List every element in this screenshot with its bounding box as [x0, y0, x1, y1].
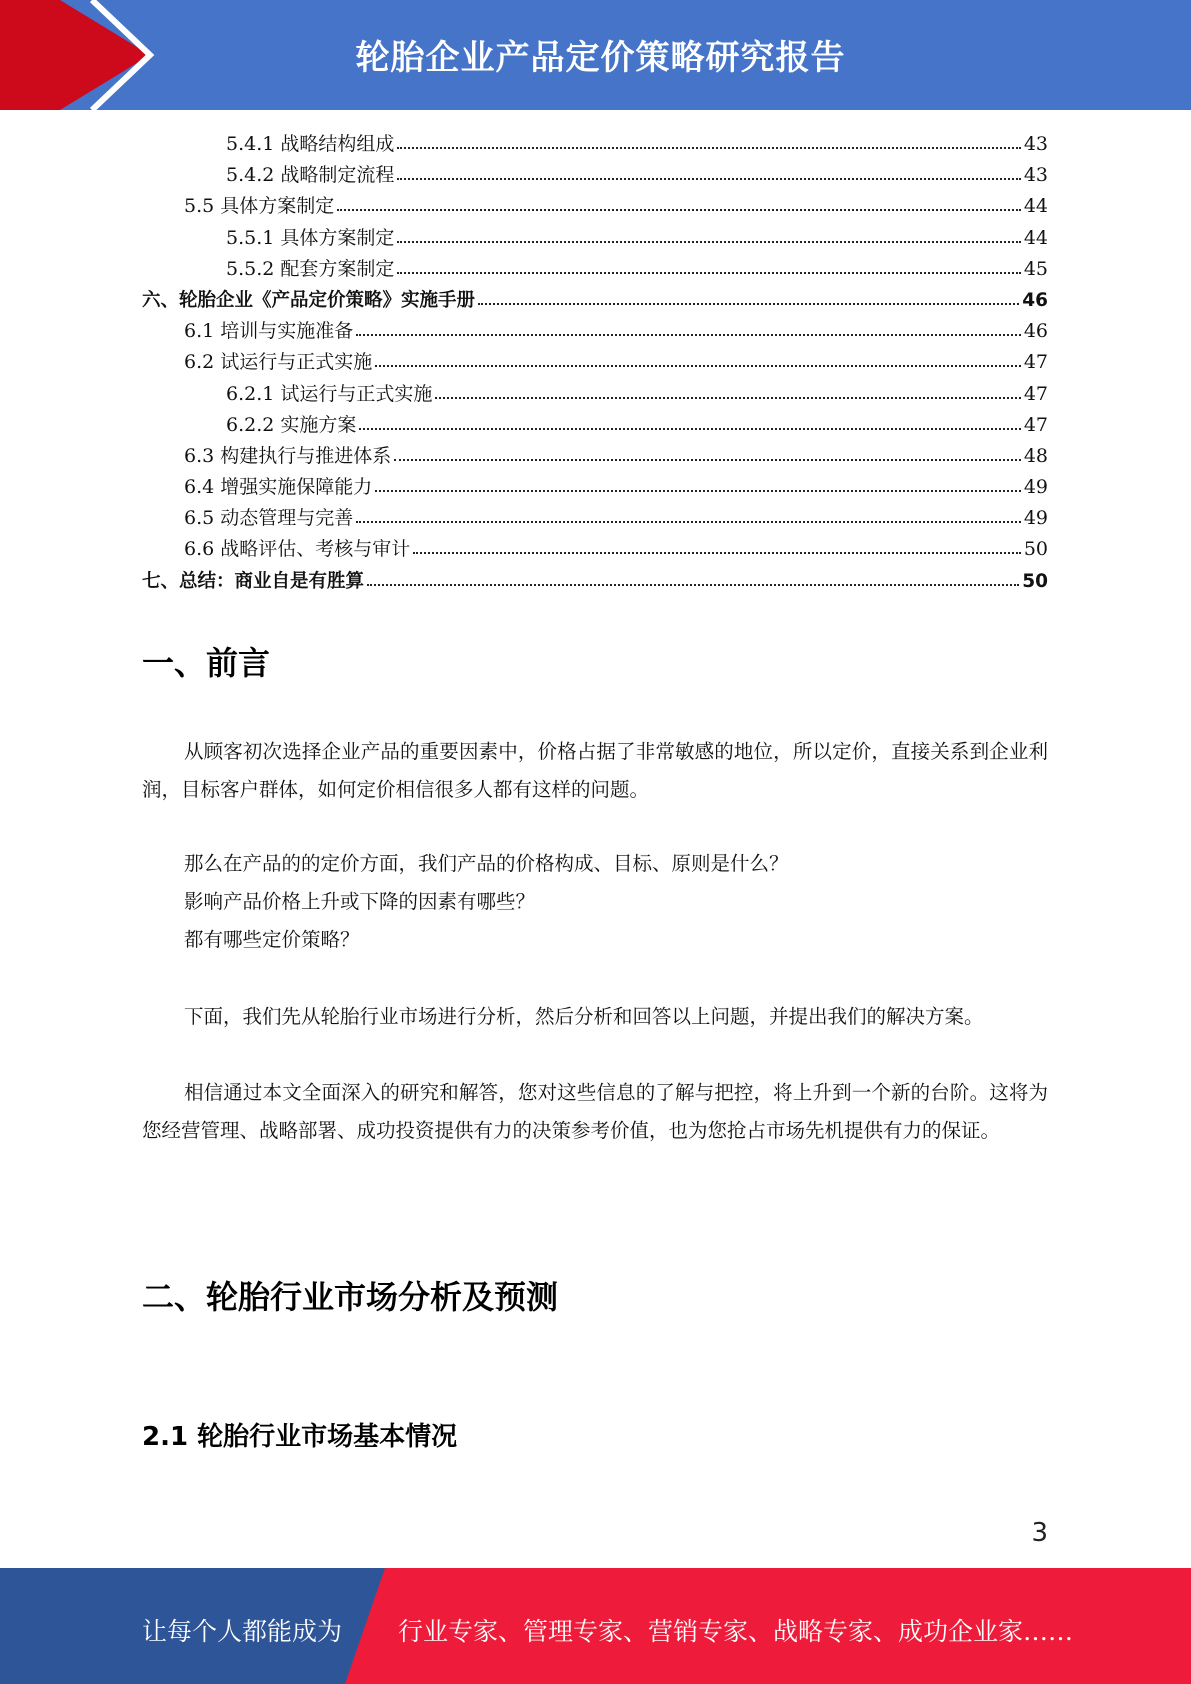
toc-entry-page: 44 — [1023, 226, 1048, 249]
toc-entry-page: 47 — [1023, 413, 1048, 436]
toc-leader-dots — [413, 546, 1021, 554]
toc-entry[interactable] — [142, 191, 1048, 222]
report-title: 轮胎企业产品定价策略研究报告 — [355, 38, 846, 78]
toc-leader-dots — [397, 266, 1020, 274]
toc-entry-label: 5.5 具体方案制定 — [184, 195, 335, 218]
toc-entry-page: 49 — [1023, 507, 1048, 530]
toc-entry-label: 七、总结：商业自是有胜算 — [142, 570, 365, 592]
toc-entry-label: 6.2.2 实施方案 — [226, 413, 357, 436]
toc-entry-page: 50 — [1022, 570, 1048, 592]
page-footer — [0, 1568, 1191, 1684]
toc-entry-label: 5.4.1 战略结构组成 — [226, 133, 395, 155]
toc-entry-page: 49 — [1023, 476, 1048, 499]
toc-entry-label: 6.1 培训与实施准备 — [184, 320, 354, 343]
toc-entry-page: 45 — [1023, 257, 1048, 280]
footer-slogan-right: 行业专家、管理专家、营销专家、战略专家、成功企业家…… — [398, 1617, 1074, 1646]
preface-question-3: 都有哪些定价策略？ — [184, 928, 360, 951]
toc-entry-page: 50 — [1023, 538, 1048, 561]
toc-entry-label: 六、轮胎企业《产品定价策略》实施手册 — [142, 289, 476, 311]
toc-entry[interactable] — [142, 410, 1048, 441]
toc-entry[interactable] — [142, 129, 1048, 160]
toc-entry-label: 6.6 战略评估、考核与审计 — [184, 538, 411, 561]
subsection-heading-2-1: 2.1 轮胎行业市场基本情况 — [142, 1422, 458, 1452]
toc-entry-page: 48 — [1023, 444, 1048, 467]
toc-entry[interactable] — [142, 316, 1048, 347]
toc-leader-dots — [397, 141, 1020, 149]
toc-entry[interactable] — [142, 503, 1048, 534]
preface-question-1: 那么在产品的的定价方面，我们产品的价格构成、目标、原则是什么？ — [184, 852, 789, 875]
toc-entry[interactable] — [142, 566, 1048, 597]
toc-entry-label: 6.4 增强实施保障能力 — [184, 476, 373, 499]
toc-leader-dots — [397, 172, 1020, 180]
toc-leader-dots — [397, 235, 1020, 243]
toc-entry[interactable] — [142, 223, 1048, 254]
toc-leader-dots — [478, 297, 1019, 305]
section-heading-preface: 一、前言 — [142, 644, 271, 682]
toc-entry-label: 5.4.2 战略制定流程 — [226, 164, 395, 187]
toc-entry-page: 46 — [1023, 320, 1048, 343]
toc-leader-dots — [359, 422, 1020, 430]
toc-entry-page: 47 — [1023, 382, 1048, 405]
toc-entry[interactable] — [142, 285, 1048, 316]
toc-entry-label: 6.2.1 试运行与正式实施 — [226, 382, 433, 405]
toc-entry[interactable] — [142, 472, 1048, 503]
toc-entry[interactable] — [142, 347, 1048, 378]
page-number: 3 — [1031, 1518, 1048, 1548]
preface-paragraph-3: 相信通过本文全面深入的研究和解答，您对这些信息的了解与把控，将上升到一个新的台阶。这将为您经营管理、战略部署、成功投资提供有力的决策参考价值，也为您抢占市场先机提供有力的保证。 — [142, 1081, 1048, 1142]
toc-leader-dots — [375, 359, 1021, 367]
toc-leader-dots — [435, 391, 1020, 399]
preface-paragraph-1: 从顾客初次选择企业产品的重要因素中，价格占据了非常敏感的地位，所以定价，直接关系到企业利润，目标客户群体，如何定价相信很多人都有这样的问题。 — [142, 740, 1048, 801]
toc-entry-label: 5.5.2 配套方案制定 — [226, 257, 395, 280]
table-of-contents — [142, 129, 1048, 597]
toc-leader-dots — [367, 578, 1019, 586]
toc-leader-dots — [356, 328, 1021, 336]
toc-leader-dots — [394, 453, 1021, 461]
toc-entry-label: 6.3 构建执行与推进体系 — [184, 444, 392, 467]
toc-entry[interactable] — [142, 534, 1048, 565]
toc-leader-dots — [375, 484, 1021, 492]
toc-entry-label: 6.2 试运行与正式实施 — [184, 351, 373, 374]
toc-entry-page: 43 — [1023, 164, 1048, 187]
toc-entry[interactable] — [142, 379, 1048, 410]
toc-entry-page: 46 — [1022, 289, 1048, 311]
toc-entry[interactable] — [142, 254, 1048, 285]
preface-question-2: 影响产品价格上升或下降的因素有哪些？ — [184, 890, 536, 913]
section-heading-market-analysis: 二、轮胎行业市场分析及预测 — [142, 1278, 559, 1316]
page-header — [0, 0, 1191, 110]
toc-leader-dots — [356, 515, 1021, 523]
toc-entry[interactable] — [142, 160, 1048, 191]
toc-entry-label: 6.5 动态管理与完善 — [184, 507, 354, 530]
toc-entry-page: 43 — [1023, 133, 1048, 155]
footer-slogan-left: 让每个人都能成为 — [142, 1617, 343, 1646]
toc-entry-label: 5.5.1 具体方案制定 — [226, 226, 395, 249]
toc-leader-dots — [337, 203, 1021, 211]
toc-entry[interactable] — [142, 441, 1048, 472]
toc-entry-page: 44 — [1023, 195, 1048, 218]
toc-entry-page: 47 — [1023, 351, 1048, 374]
preface-paragraph-2: 下面，我们先从轮胎行业市场进行分析，然后分析和回答以上问题，并提出我们的解决方案。 — [184, 1005, 984, 1028]
